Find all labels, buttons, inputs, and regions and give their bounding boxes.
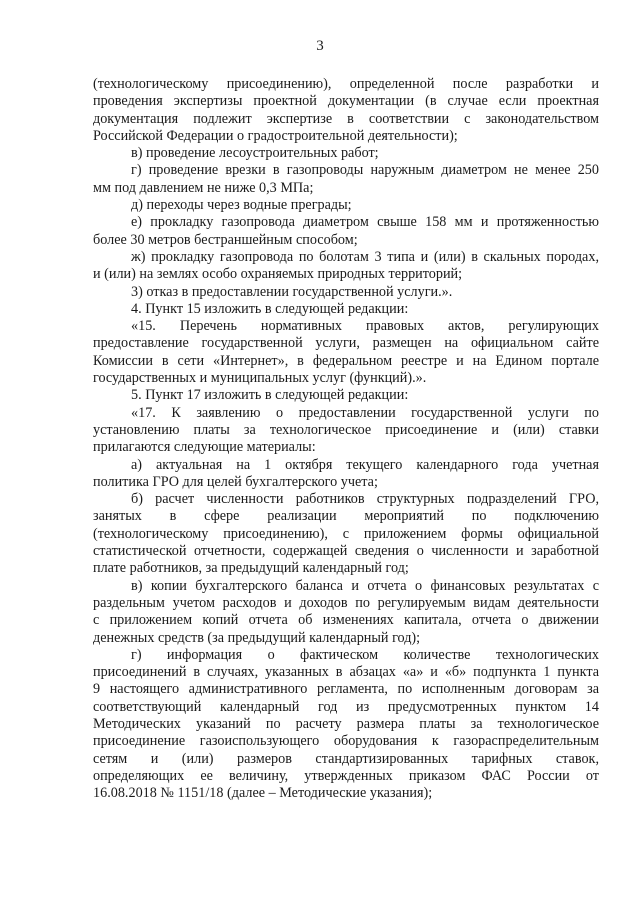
text-line: политика ГРО для целей бухгалтерского учета; <box>93 473 378 490</box>
text-line: а) актуальная на 1 октября текущего календарного года учетная <box>131 456 599 473</box>
text-line: плате работников, за предыдущий календарный год; <box>93 560 409 577</box>
text-line: ж) прокладку газопровода по болотам 3 типа и (или) в скальных породах, <box>131 248 599 265</box>
text-line: занятых в сфере реализации мероприятий по подключению <box>93 508 599 525</box>
text-line: установлению платы за технологическое присоединение и (или) ставки <box>93 421 599 438</box>
text-line: раздельным учетом расходов и доходов по регулируемым видам деятельности <box>93 594 599 611</box>
text-line: и (или) на землях особо охраняемых природных территорий; <box>93 266 463 283</box>
text-line: присоединение газоиспользующего оборудования к газораспределительным <box>93 733 599 750</box>
text-line: г) информация о фактическом количестве технологических <box>131 646 599 663</box>
text-line: в) копии бухгалтерского баланса и отчета о финансовых результатах с <box>131 577 599 594</box>
document-body <box>93 76 599 802</box>
text-line: присоединений в случаях, указанных в абзацах «а» и «б» подпункта 1 пункта <box>93 664 599 681</box>
text-line: государственных и муниципальных услуг (функций).». <box>93 370 427 387</box>
text-line: 3) отказ в предоставлении государственной услуги.». <box>131 283 453 300</box>
text-line: сетям и (или) размеров стандартизированных тарифных ставок, <box>93 750 599 767</box>
text-line: (технологическому присоединению), с приложением формы официальной <box>93 525 599 542</box>
page-number: 3 <box>316 38 324 54</box>
text-line: предоставление государственной услуги, размещен на официальном сайте <box>93 335 599 352</box>
text-line: мм под давлением не ниже 0,3 МПа; <box>93 179 314 196</box>
text-line: соответствующий календарный год из предусмотренных пунктом 14 <box>93 698 599 715</box>
text-line: прилагаются следующие материалы: <box>93 439 316 456</box>
text-line: «17. К заявлению о предоставлении государственной услуги по <box>131 404 599 421</box>
text-line: «15. Перечень нормативных правовых актов, регулирующих <box>131 318 599 335</box>
text-line: 4. Пункт 15 изложить в следующей редакции: <box>131 300 409 317</box>
text-line: более 30 метров бестраншейным способом; <box>93 231 358 248</box>
text-line: проведения экспертизы проектной документации (в случае если проектная <box>93 93 599 110</box>
text-line: (технологическому присоединению), определенной после разработки и <box>93 76 599 92</box>
text-line: денежных средств (за предыдущий календарный год); <box>93 629 421 646</box>
text-line: е) прокладку газопровода диаметром свыше 158 мм и протяженностью <box>131 214 599 231</box>
text-line: 16.08.2018 № 1151/18 (далее – Методические указания); <box>93 785 433 802</box>
text-line: 5. Пункт 17 изложить в следующей редакции: <box>131 387 409 404</box>
text-line: определяющих ее величину, утвержденных приказом ФАС России от <box>93 767 599 784</box>
text-line: б) расчет численности работников структурных подразделений ГРО, <box>131 491 599 508</box>
text-line: 9 настоящего административного регламента, по исполненным договорам за <box>93 681 599 698</box>
text-line: статистической отчетности, содержащей сведения о численности и заработной <box>93 543 599 560</box>
text-line: с приложением копий отчета об изменениях капитала, отчета о движении <box>93 612 599 629</box>
text-line: г) проведение врезки в газопроводы наружным диаметром не менее 250 <box>131 162 599 179</box>
text-line: документация подлежит экспертизе в соответствии с законодательством <box>93 110 599 127</box>
text-line: Методических указаний по расчету размера платы за технологическое <box>93 715 599 732</box>
text-line: в) проведение лесоустроительных работ; <box>131 145 379 162</box>
text-line: Комиссии в сети «Интернет», в федеральном реестре и на Едином портале <box>93 352 599 369</box>
text-line: Российской Федерации о градостроительной деятельности); <box>93 127 458 144</box>
text-line: д) переходы через водные преграды; <box>131 197 352 214</box>
